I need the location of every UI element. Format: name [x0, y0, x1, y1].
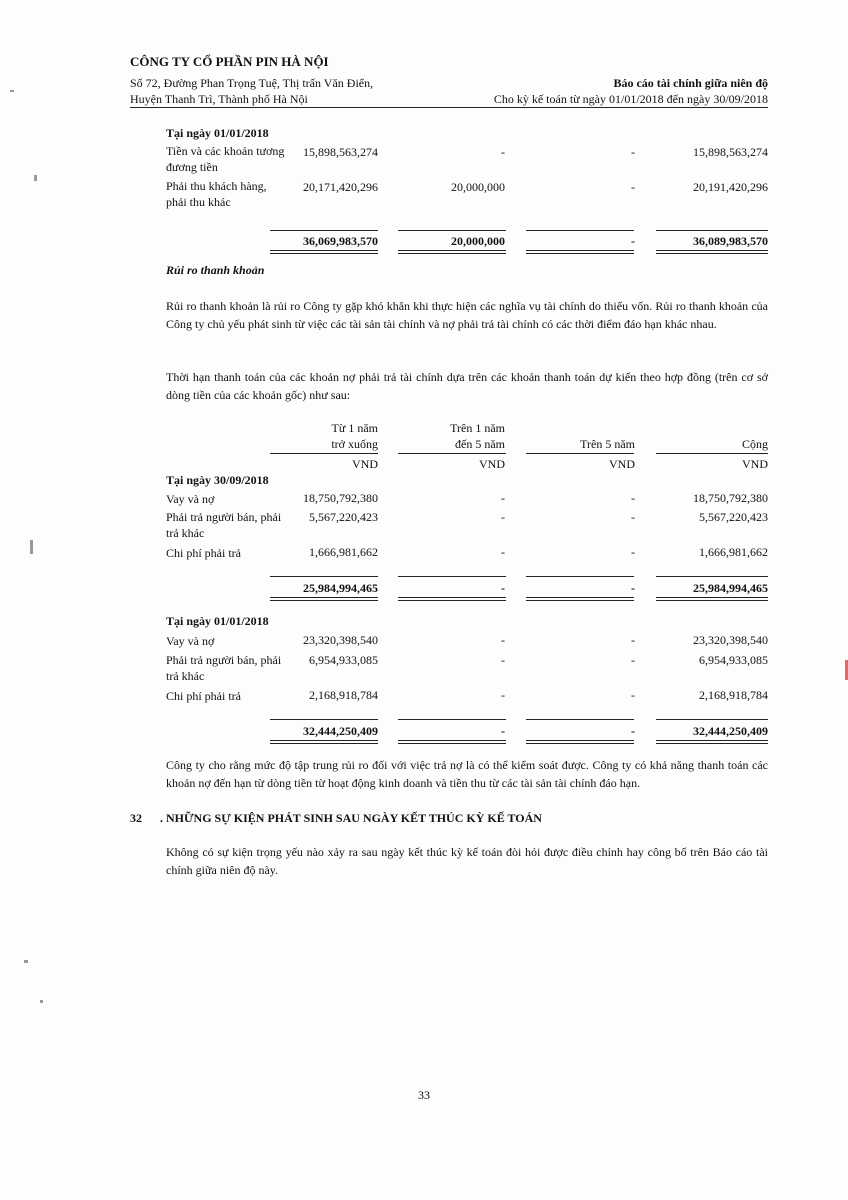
column-header-unit: VND — [352, 457, 378, 471]
credit-total: 36,089,983,570 — [693, 234, 768, 248]
scan-speck — [40, 1000, 43, 1003]
liquidity-paragraph-3: Công ty cho rằng mức độ tập trung rủi ro đối với việc trả nợ là có thể kiểm soát được. Công ty có khả năng thanh toán các khoản nợ đến hạn từ dòng tiền từ hoạt động kinh doanh và tiền thu từ các tài sản tài chính đáo hạn. — [166, 758, 768, 790]
column-header-unit: VND — [609, 457, 635, 471]
section-number: 32 — [130, 811, 142, 825]
total-top-rule — [526, 576, 634, 577]
block1-total: 25,984,994,465 — [693, 581, 768, 595]
header-underline — [398, 453, 506, 454]
block2-row-value: 6,954,933,085 — [699, 653, 768, 667]
report-period: Cho kỳ kế toán từ ngày 01/01/2018 đến ngày 30/09/2018 — [493, 92, 768, 106]
column-header-line1: Trên 1 năm — [450, 421, 505, 435]
block2-total: 32,444,250,409 — [693, 724, 768, 738]
total-top-rule — [398, 719, 506, 720]
section-text: Không có sự kiện trọng yếu nào xảy ra sau ngày kết thúc kỳ kế toán đòi hỏi được điều chỉnh hay công bố trên Báo cáo tài chính giữa niên độ này. — [166, 845, 768, 877]
block1-row-value: 1,666,981,662 — [309, 545, 378, 559]
block1-row-label: Phải trả người bán, phải trả khác — [166, 510, 282, 540]
block2-row-label: Chi phí phải trả — [166, 689, 241, 703]
scan-speck — [24, 960, 28, 963]
company-name: CÔNG TY CỔ PHẦN PIN HÀ NỘI — [130, 54, 329, 69]
credit-row-value: - — [631, 180, 635, 194]
column-header-line2: Trên 5 năm — [580, 437, 635, 451]
credit-row-value: 20,171,420,296 — [303, 180, 378, 194]
total-top-rule — [270, 576, 378, 577]
credit-row-label: Tiền và các khoản tương đương tiền — [166, 144, 285, 174]
scan-speck — [34, 175, 37, 181]
block2-row-value: - — [631, 633, 635, 647]
total-double-rule — [398, 250, 506, 254]
column-header-line1: Từ 1 năm — [331, 421, 378, 435]
header-underline — [526, 453, 634, 454]
header-underline — [270, 453, 378, 454]
block2-row-value: 23,320,398,540 — [693, 633, 768, 647]
credit-total: 36,069,983,570 — [303, 234, 378, 248]
block1-row-value: - — [631, 545, 635, 559]
credit-date-label: Tại ngày 01/01/2018 — [166, 126, 269, 140]
column-header-unit: VND — [479, 457, 505, 471]
scan-speck — [10, 90, 14, 92]
block2-row-value: - — [501, 688, 505, 702]
credit-row-label: Phải thu khách hàng, phải thu khác — [166, 179, 267, 209]
block1-row-value: - — [631, 491, 635, 505]
block2-total: 32,444,250,409 — [303, 724, 378, 738]
block1-total: - — [501, 581, 505, 595]
credit-row-value: 15,898,563,274 — [693, 145, 768, 159]
total-top-rule — [526, 230, 634, 231]
scan-speck — [30, 540, 33, 554]
block2-row-value: 2,168,918,784 — [699, 688, 768, 702]
total-top-rule — [398, 576, 506, 577]
liquidity-title: Rủi ro thanh khoản — [166, 263, 265, 277]
liquidity-paragraph-1: Rủi ro thanh khoản là rủi ro Công ty gặp khó khăn khi thực hiện các nghĩa vụ tài chính do thiếu vốn. Rủi ro thanh khoản của Công ty chủ yếu phát sinh từ việc các tài sản tài chính và nợ phải trả tài chính có các thời điểm đáo hạn khác nhau. — [166, 299, 768, 331]
credit-row-value: - — [501, 145, 505, 159]
total-top-rule — [656, 576, 768, 577]
total-double-rule — [526, 597, 634, 601]
block2-row-value: - — [631, 688, 635, 702]
block1-row-value: 1,666,981,662 — [699, 545, 768, 559]
column-header-line2: trở xuống — [331, 437, 378, 451]
block1-row-value: - — [501, 510, 505, 524]
total-top-rule — [398, 230, 506, 231]
total-double-rule — [526, 740, 634, 744]
credit-row-value: 15,898,563,274 — [303, 145, 378, 159]
block1-row-value: - — [501, 545, 505, 559]
total-top-rule — [270, 230, 378, 231]
block2-row-value: 23,320,398,540 — [303, 633, 378, 647]
total-double-rule — [656, 597, 768, 601]
block2-row-value: - — [501, 653, 505, 667]
block2-row-value: - — [631, 653, 635, 667]
block2-date-label: Tại ngày 01/01/2018 — [166, 614, 269, 628]
block1-total: - — [631, 581, 635, 595]
credit-total: 20,000,000 — [451, 234, 505, 248]
block2-row-label: Phải trả người bán, phải trả khác — [166, 653, 282, 683]
block1-date-label: Tại ngày 30/09/2018 — [166, 473, 269, 487]
block1-total: 25,984,994,465 — [303, 581, 378, 595]
block1-row-label: Chi phí phải trả — [166, 546, 241, 560]
liquidity-paragraph-2: Thời hạn thanh toán của các khoản nợ phải trả tài chính dựa trên các khoản thanh toán dự kiến theo hợp đồng (trên cơ sở dòng tiền của các khoản gốc) như sau: — [166, 370, 768, 402]
credit-row-value: 20,000,000 — [451, 180, 505, 194]
section-title: . NHỮNG SỰ KIỆN PHÁT SINH SAU NGÀY KẾT THÚC KỲ KẾ TOÁN — [160, 811, 542, 825]
block2-row-value: 2,168,918,784 — [309, 688, 378, 702]
credit-total: - — [631, 234, 635, 248]
total-top-rule — [526, 719, 634, 720]
credit-row-value: - — [631, 145, 635, 159]
total-double-rule — [398, 597, 506, 601]
total-double-rule — [270, 597, 378, 601]
header-rule — [130, 107, 768, 108]
block2-total: - — [501, 724, 505, 738]
header-underline — [656, 453, 768, 454]
block2-row-value: - — [501, 633, 505, 647]
block1-row-label: Vay và nợ — [166, 492, 215, 506]
block1-row-value: 18,750,792,380 — [303, 491, 378, 505]
company-address-line1: Số 72, Đường Phan Trọng Tuệ, Thị trấn Văn Điển, — [130, 76, 374, 90]
block1-row-value: 5,567,220,423 — [699, 510, 768, 524]
total-top-rule — [656, 719, 768, 720]
block1-row-value: 5,567,220,423 — [309, 510, 378, 524]
block1-row-value: - — [501, 491, 505, 505]
report-title: Báo cáo tài chính giữa niên độ — [613, 76, 768, 90]
block2-row-label: Vay và nợ — [166, 634, 215, 648]
total-top-rule — [656, 230, 768, 231]
total-top-rule — [270, 719, 378, 720]
total-double-rule — [270, 250, 378, 254]
total-double-rule — [270, 740, 378, 744]
total-double-rule — [656, 740, 768, 744]
block2-row-value: 6,954,933,085 — [309, 653, 378, 667]
total-double-rule — [526, 250, 634, 254]
column-header-unit: VND — [742, 457, 768, 471]
company-address-line2: Huyện Thanh Trì, Thành phố Hà Nội — [130, 92, 308, 106]
block2-total: - — [631, 724, 635, 738]
column-header-line2: đến 5 năm — [455, 437, 505, 451]
total-double-rule — [656, 250, 768, 254]
block1-row-value: - — [631, 510, 635, 524]
total-double-rule — [398, 740, 506, 744]
column-header-line2: Cộng — [741, 437, 768, 451]
block1-row-value: 18,750,792,380 — [693, 491, 768, 505]
credit-row-value: 20,191,420,296 — [693, 180, 768, 194]
page-number: 33 — [418, 1088, 430, 1102]
